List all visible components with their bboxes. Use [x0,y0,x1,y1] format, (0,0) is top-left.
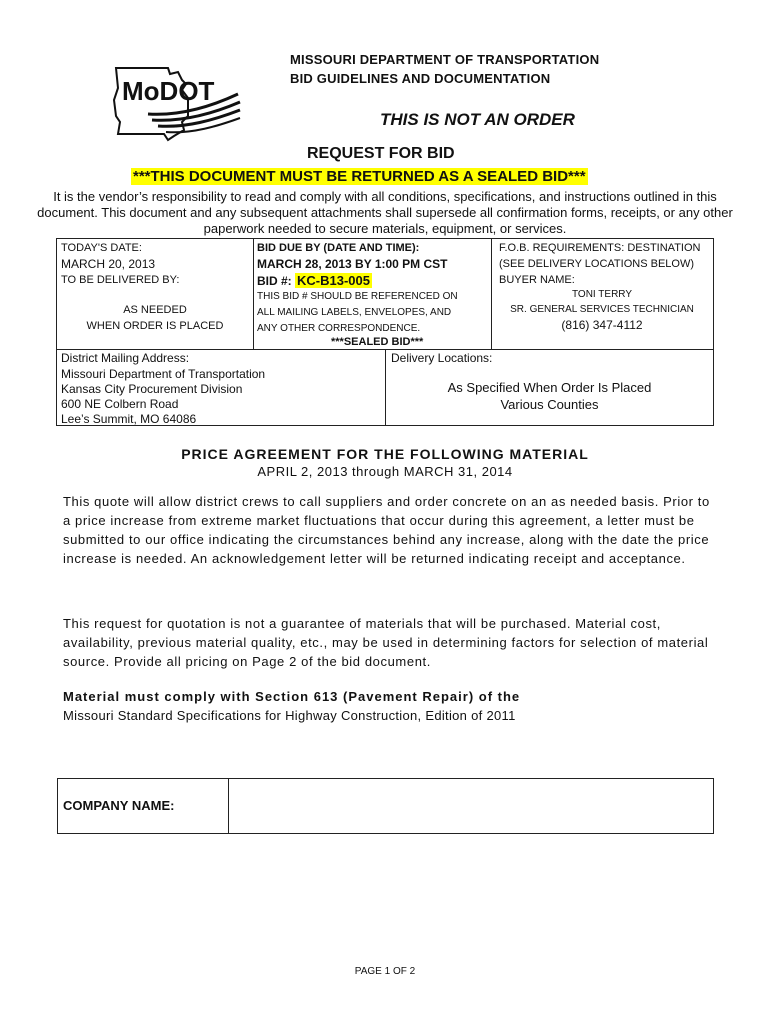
todays-date: MARCH 20, 2013 [61,257,156,271]
bid-number-row [257,273,372,289]
not-an-order-notice: THIS IS NOT AN ORDER [380,110,575,129]
buyer-name-label: BUYER NAME: [499,274,575,286]
bid-due-label: BID DUE BY (DATE AND TIME): [257,242,420,254]
bid-ref-line1: THIS BID # SHOULD BE REFERENCED ON [257,291,458,302]
agreement-dates: APRIL 2, 2013 through MARCH 31, 2014 [257,464,513,479]
buyer-phone: (816) 347-4112 [561,318,643,332]
todays-date-label: TODAY'S DATE: [61,242,142,254]
page-number: PAGE 1 OF 2 [354,966,416,977]
mailing-address-label: District Mailing Address: [61,351,190,365]
request-for-bid-title: REQUEST FOR BID [307,145,455,162]
delivery-location-line2: Various Counties [500,397,599,412]
dept-name: MISSOURI DEPARTMENT OF TRANSPORTATION [290,52,600,67]
delivery-locations-label: Delivery Locations: [391,351,493,365]
fob-note: (SEE DELIVERY LOCATIONS BELOW) [499,258,694,270]
mailing-address-line2: Kansas City Procurement Division [61,382,243,396]
bid-due-date: MARCH 28, 2013 BY 1:00 PM CST [257,257,448,271]
bid-number-label: BID #: [257,274,292,288]
header-block [290,50,599,88]
bid-ref-line3: ANY OTHER CORRESPONDENCE. [257,323,421,334]
mailing-address-line1: Missouri Department of Transportation [61,367,266,381]
company-name-label: COMPANY NAME: [63,798,175,813]
company-name-field[interactable] [232,779,710,833]
buyer-name: TONI TERRY [571,289,632,300]
price-agreement-title: PRICE AGREEMENT FOR THE FOLLOWING MATERIAL [181,446,589,462]
intro-paragraph: It is the vendor’s responsibility to read and comply with all conditions, specifications, and instructions outlined in this document. This document and any subsequent attachments shall supersede all confirmation forms, receipts, or any other paperwork needed to secure materials, equipment, or services. [37,189,733,236]
logo-text: MoDOT [122,76,215,106]
modot-logo [108,60,243,145]
bid-ref-line2: ALL MAILING LABELS, ENVELOPES, AND [257,307,452,318]
doc-subtitle: BID GUIDELINES AND DOCUMENTATION [290,71,551,86]
sealed-bid-banner: ***THIS DOCUMENT MUST BE RETURNED AS A SEALED BID*** [133,168,586,185]
material-requirement: Material must comply with Section 613 (Pavement Repair) of the [63,689,521,704]
quote-paragraph: This quote will allow district crews to call suppliers and order concrete on an as needed basis. Prior to a price increase from extreme market fluctuations that occur during this agreement, a letter must be submitted to our office indicating the circumstances behind any increase, along with the date the price increase is needed. An acknowledgement letter will be returned indicating receipt and acceptance. [63,494,710,566]
deliver-by-line2: WHEN ORDER IS PLACED [86,320,224,332]
sealed-bid-note: ***SEALED BID*** [331,336,424,348]
mailing-address-line4: Lee’s Summit, MO 64086 [61,412,197,426]
mailing-address-line3: 600 NE Colbern Road [61,397,179,411]
rfq-paragraph: This request for quotation is not a guarantee of materials that will be purchased. Material cost, availability, previous material quality, etc., may be used in determining factors for selection of material source. Provide all pricing on Page 2 of the bid document. [63,616,709,669]
deliver-by-line1: AS NEEDED [123,304,187,316]
deliver-by-label: TO BE DELIVERED BY: [61,274,180,286]
specification-reference: Missouri Standard Specifications for Highway Construction, Edition of 2011 [63,708,516,723]
buyer-title: SR. GENERAL SERVICES TECHNICIAN [510,304,694,315]
fob-requirements: F.O.B. REQUIREMENTS: DESTINATION [499,242,701,254]
delivery-location-line1: As Specified When Order Is Placed [447,380,652,395]
bid-number: KC-B13-005 [297,273,370,288]
bid-info-box [56,238,714,426]
